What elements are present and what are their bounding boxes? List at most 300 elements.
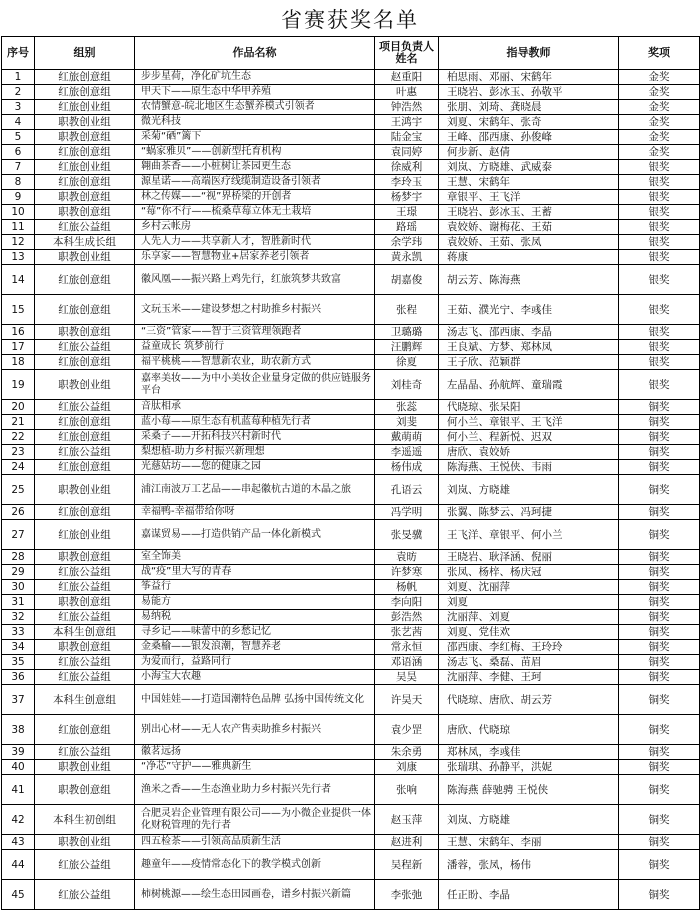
cell-award: 金奖 xyxy=(619,85,700,100)
cell-project-name: 金桑榆——银发浪潮，智慧养老 xyxy=(135,640,375,655)
cell-award: 金奖 xyxy=(619,100,700,115)
cell-index: 42 xyxy=(2,805,35,835)
cell-advisor: 任正盼、李晶 xyxy=(439,880,619,910)
cell-project-name: 甲天下——原生态中华甲养殖 xyxy=(135,85,375,100)
cell-leader: 徐威利 xyxy=(375,160,439,175)
cell-group: 红旅创业组 xyxy=(35,520,135,550)
cell-advisor: 王飞洋、章银平、何小兰 xyxy=(439,520,619,550)
table-row xyxy=(2,775,700,805)
cell-advisor: 张翼、陈梦云、冯珂捷 xyxy=(439,505,619,520)
cell-leader: 张程 xyxy=(375,295,439,325)
cell-project-name: 蓝小莓——原生态有机蓝莓种植先行者 xyxy=(135,415,375,430)
cell-advisor: 柏思雨、邓丽、宋鹤年 xyxy=(439,70,619,85)
cell-award: 铜奖 xyxy=(619,715,700,745)
cell-group: 红旅创意组 xyxy=(35,295,135,325)
cell-leader: 胡嘉俊 xyxy=(375,265,439,295)
cell-project-name: 源星诺——高端医疗线缆制造设备引领者 xyxy=(135,175,375,190)
cell-group: 职教创意组 xyxy=(35,775,135,805)
cell-index: 16 xyxy=(2,325,35,340)
cell-project-name: 嘉率美妆——为中小美妆企业量身定做的供应链服务平台 xyxy=(135,370,375,400)
cell-advisor: 潘蓉，张凤，杨伟 xyxy=(439,850,619,880)
cell-index: 29 xyxy=(2,565,35,580)
cell-leader: 赵玉萍 xyxy=(375,805,439,835)
table-row xyxy=(2,610,700,625)
table-row xyxy=(2,235,700,250)
cell-index: 17 xyxy=(2,340,35,355)
cell-group: 红旅创意组 xyxy=(35,355,135,370)
cell-leader: 张蕊 xyxy=(375,400,439,415)
cell-award: 金奖 xyxy=(619,145,700,160)
cell-advisor: 刘岚、方晓雄 xyxy=(439,475,619,505)
cell-leader: 袁少罡 xyxy=(375,715,439,745)
table-row xyxy=(2,160,700,175)
cell-index: 19 xyxy=(2,370,35,400)
table-row xyxy=(2,190,700,205)
cell-leader: 许昊天 xyxy=(375,685,439,715)
cell-project-name: 采菊“硒”篱下 xyxy=(135,130,375,145)
table-row xyxy=(2,460,700,475)
cell-award: 银奖 xyxy=(619,220,700,235)
cell-index: 9 xyxy=(2,190,35,205)
page-title: 省赛获奖名单 xyxy=(281,8,419,32)
cell-advisor: 刘夏 xyxy=(439,595,619,610)
cell-project-name: 易能方 xyxy=(135,595,375,610)
table-row xyxy=(2,595,700,610)
cell-group: 红旅创意组 xyxy=(35,145,135,160)
table-row xyxy=(2,715,700,745)
cell-index: 30 xyxy=(2,580,35,595)
cell-group: 职教创意组 xyxy=(35,595,135,610)
cell-leader: 孔语云 xyxy=(375,475,439,505)
table-row xyxy=(2,175,700,190)
cell-advisor: 王子欣、范颖群 xyxy=(439,355,619,370)
cell-index: 21 xyxy=(2,415,35,430)
cell-project-name: 乡村云帐房 xyxy=(135,220,375,235)
cell-project-name: 林之传媒——“视”界桥梁的开创者 xyxy=(135,190,375,205)
cell-index: 15 xyxy=(2,295,35,325)
cell-award: 金奖 xyxy=(619,115,700,130)
cell-group: 红旅公益组 xyxy=(35,850,135,880)
cell-project-name: 室全饰美 xyxy=(135,550,375,565)
table-row xyxy=(2,445,700,460)
cell-index: 20 xyxy=(2,400,35,415)
cell-award: 银奖 xyxy=(619,205,700,220)
cell-group: 红旅公益组 xyxy=(35,655,135,670)
cell-award: 银奖 xyxy=(619,235,700,250)
cell-leader: 邓语涵 xyxy=(375,655,439,670)
table-row xyxy=(2,100,700,115)
cell-project-name: 战“疫”里大写的青春 xyxy=(135,565,375,580)
cell-index: 7 xyxy=(2,160,35,175)
cell-leader: 陆金宝 xyxy=(375,130,439,145)
cell-leader: 卫璐璐 xyxy=(375,325,439,340)
cell-leader: 朱余勇 xyxy=(375,745,439,760)
cell-group: 职教创意组 xyxy=(35,205,135,220)
cell-project-name: 人先人力——共享新人才，智胜新时代 xyxy=(135,235,375,250)
cell-advisor: 张朋、刘琦、龚晓晨 xyxy=(439,100,619,115)
cell-advisor: 何步新、赵倩 xyxy=(439,145,619,160)
award-table xyxy=(1,36,700,910)
cell-project-name: “莓”你不行——梳桑草莓立体无土栽培 xyxy=(135,205,375,220)
cell-leader: 李玲玉 xyxy=(375,175,439,190)
cell-advisor: 刘夏、宋鹤年、张奇 xyxy=(439,115,619,130)
cell-index: 13 xyxy=(2,250,35,265)
cell-group: 红旅创意组 xyxy=(35,85,135,100)
cell-award: 铜奖 xyxy=(619,805,700,835)
cell-index: 2 xyxy=(2,85,35,100)
cell-project-name: “净芯”守护——雅典新生 xyxy=(135,760,375,775)
cell-group: 红旅创意组 xyxy=(35,430,135,445)
cell-group: 红旅公益组 xyxy=(35,880,135,910)
cell-award: 铜奖 xyxy=(619,445,700,460)
cell-project-name: 筝益行 xyxy=(135,580,375,595)
cell-advisor: 王晓岩、彭冰玉、王蓄 xyxy=(439,205,619,220)
cell-project-name: 乐享家——智慧物业+居家养老引领者 xyxy=(135,250,375,265)
cell-index: 3 xyxy=(2,100,35,115)
table-row xyxy=(2,640,700,655)
cell-award: 铜奖 xyxy=(619,565,700,580)
cell-award: 铜奖 xyxy=(619,595,700,610)
cell-index: 40 xyxy=(2,760,35,775)
cell-project-name: 合肥灵岩企业管理有限公司——为小微企业提供一体化财税管理的先行者 xyxy=(135,805,375,835)
cell-award: 银奖 xyxy=(619,355,700,370)
cell-advisor: 胡云芳、陈海燕 xyxy=(439,265,619,295)
cell-index: 5 xyxy=(2,130,35,145)
cell-award: 铜奖 xyxy=(619,670,700,685)
table-row xyxy=(2,265,700,295)
cell-advisor: 代晓琼、张呆阳 xyxy=(439,400,619,415)
cell-advisor: 袁姣娇、王茹、张凤 xyxy=(439,235,619,250)
cell-index: 10 xyxy=(2,205,35,220)
cell-leader: 汪鹏辉 xyxy=(375,340,439,355)
cell-index: 14 xyxy=(2,265,35,295)
cell-index: 43 xyxy=(2,835,35,850)
cell-index: 28 xyxy=(2,550,35,565)
cell-group: 职教创意组 xyxy=(35,640,135,655)
cell-group: 红旅公益组 xyxy=(35,580,135,595)
cell-leader: 张旻骥 xyxy=(375,520,439,550)
cell-project-name: 光慈姑坊——您的健康之园 xyxy=(135,460,375,475)
cell-group: 红旅创意组 xyxy=(35,70,135,85)
cell-leader: 李遥遥 xyxy=(375,445,439,460)
cell-leader: 王鸿宇 xyxy=(375,115,439,130)
cell-index: 37 xyxy=(2,685,35,715)
cell-project-name: 福平桃桃——智慧新农业，助农新方式 xyxy=(135,355,375,370)
cell-project-name: 微光科技 xyxy=(135,115,375,130)
cell-award: 银奖 xyxy=(619,190,700,205)
cell-leader: 刘斐 xyxy=(375,415,439,430)
cell-group: 红旅创意组 xyxy=(35,460,135,475)
cell-leader: 李张弛 xyxy=(375,880,439,910)
table-row xyxy=(2,655,700,670)
cell-advisor: 汤志飞、桑磊、苗眉 xyxy=(439,655,619,670)
cell-advisor: 王慧、宋鹤年、李丽 xyxy=(439,835,619,850)
table-row xyxy=(2,115,700,130)
cell-advisor: 王晓岩、耿泽涵、倪丽 xyxy=(439,550,619,565)
cell-award: 铜奖 xyxy=(619,880,700,910)
cell-leader: 钟浩然 xyxy=(375,100,439,115)
table-row xyxy=(2,85,700,100)
cell-award: 银奖 xyxy=(619,340,700,355)
cell-leader: 吴昊 xyxy=(375,670,439,685)
table-row xyxy=(2,805,700,835)
cell-leader: 黄永凯 xyxy=(375,250,439,265)
cell-advisor: 王良斌、方梦、郑林凤 xyxy=(439,340,619,355)
cell-group: 红旅创意组 xyxy=(35,265,135,295)
table-row xyxy=(2,430,700,445)
cell-advisor: 章银平、王飞洋 xyxy=(439,190,619,205)
cell-advisor: 沈丽萍、李健、王珂 xyxy=(439,670,619,685)
cell-advisor: 刘岚、方晓雄 xyxy=(439,805,619,835)
cell-award: 铜奖 xyxy=(619,655,700,670)
cell-leader: 杨伟成 xyxy=(375,460,439,475)
cell-index: 11 xyxy=(2,220,35,235)
table-row xyxy=(2,220,700,235)
cell-group: 职教创业组 xyxy=(35,760,135,775)
cell-project-name: 浦江南波万工艺品——串起徽杭古道的木晶之旅 xyxy=(135,475,375,505)
cell-advisor: 邵西康、李红梅、王玲玲 xyxy=(439,640,619,655)
table-row xyxy=(2,880,700,910)
table-row xyxy=(2,685,700,715)
cell-award: 金奖 xyxy=(619,130,700,145)
cell-award: 铜奖 xyxy=(619,415,700,430)
table-row xyxy=(2,850,700,880)
cell-group: 职教创业组 xyxy=(35,115,135,130)
cell-group: 红旅创意组 xyxy=(35,175,135,190)
cell-group: 职教创意组 xyxy=(35,325,135,340)
cell-index: 31 xyxy=(2,595,35,610)
cell-award: 银奖 xyxy=(619,160,700,175)
cell-group: 红旅创业组 xyxy=(35,160,135,175)
cell-index: 33 xyxy=(2,625,35,640)
table-row xyxy=(2,520,700,550)
header-advisor: 指导教师 xyxy=(439,37,619,70)
cell-advisor: 袁姣娇、谢梅花、王茹 xyxy=(439,220,619,235)
cell-advisor: 唐欣、袁姣娇 xyxy=(439,445,619,460)
cell-award: 铜奖 xyxy=(619,400,700,415)
table-row xyxy=(2,370,700,400)
table-row xyxy=(2,400,700,415)
table-row xyxy=(2,505,700,520)
cell-award: 银奖 xyxy=(619,265,700,295)
cell-index: 25 xyxy=(2,475,35,505)
table-row xyxy=(2,145,700,160)
cell-group: 红旅公益组 xyxy=(35,220,135,235)
cell-group: 职教创意组 xyxy=(35,130,135,145)
cell-project-name: 步步星荷，净化矿坑生态 xyxy=(135,70,375,85)
header-group: 组别 xyxy=(35,37,135,70)
cell-award: 铜奖 xyxy=(619,775,700,805)
cell-leader: 叶惠 xyxy=(375,85,439,100)
cell-project-name: 中国娃娃——打造国潮特色品牌 弘扬中国传统文化 xyxy=(135,685,375,715)
cell-group: 职教创意组 xyxy=(35,190,135,205)
header-project-name: 作品名称 xyxy=(135,37,375,70)
cell-advisor: 郑林凤，李彧佳 xyxy=(439,745,619,760)
cell-advisor: 蒋康 xyxy=(439,250,619,265)
cell-award: 铜奖 xyxy=(619,505,700,520)
cell-project-name: 徽茗远扬 xyxy=(135,745,375,760)
cell-project-name: 文玩玉米——建设梦想之村助推乡村振兴 xyxy=(135,295,375,325)
cell-index: 32 xyxy=(2,610,35,625)
cell-group: 本科生创意组 xyxy=(35,685,135,715)
cell-project-name: 寻乡记——味蕾中的乡愁记忆 xyxy=(135,625,375,640)
cell-index: 38 xyxy=(2,715,35,745)
cell-advisor: 王茹、濮光宁、李彧佳 xyxy=(439,295,619,325)
cell-group: 本科生初创组 xyxy=(35,805,135,835)
cell-index: 23 xyxy=(2,445,35,460)
cell-leader: 常永恒 xyxy=(375,640,439,655)
cell-advisor: 何小兰、章银平、王飞洋 xyxy=(439,415,619,430)
cell-index: 24 xyxy=(2,460,35,475)
cell-project-name: “三资”管家——智于三资管理领跑者 xyxy=(135,325,375,340)
table-row xyxy=(2,250,700,265)
cell-advisor: 汤志飞、邵西康、李晶 xyxy=(439,325,619,340)
cell-award: 金奖 xyxy=(619,70,700,85)
cell-index: 12 xyxy=(2,235,35,250)
cell-leader: 冯学明 xyxy=(375,505,439,520)
cell-index: 36 xyxy=(2,670,35,685)
cell-index: 44 xyxy=(2,850,35,880)
cell-index: 45 xyxy=(2,880,35,910)
cell-award: 铜奖 xyxy=(619,850,700,880)
cell-index: 27 xyxy=(2,520,35,550)
cell-award: 铜奖 xyxy=(619,685,700,715)
cell-leader: 吴程新 xyxy=(375,850,439,880)
header-award: 奖项 xyxy=(619,37,700,70)
cell-award: 铜奖 xyxy=(619,760,700,775)
table-row xyxy=(2,415,700,430)
table-row xyxy=(2,565,700,580)
cell-leader: 赵重阳 xyxy=(375,70,439,85)
cell-award: 铜奖 xyxy=(619,835,700,850)
cell-group: 红旅公益组 xyxy=(35,400,135,415)
cell-award: 铜奖 xyxy=(619,640,700,655)
cell-advisor: 陈海燕 薛驰骋 王悦侠 xyxy=(439,775,619,805)
cell-advisor: 王峰、邵西康、孙俊峰 xyxy=(439,130,619,145)
cell-advisor: 唐欣、代晓琼 xyxy=(439,715,619,745)
cell-leader: 余学玮 xyxy=(375,235,439,250)
cell-leader: 彭浩然 xyxy=(375,610,439,625)
cell-leader: 李向阳 xyxy=(375,595,439,610)
cell-group: 红旅创意组 xyxy=(35,415,135,430)
cell-index: 34 xyxy=(2,640,35,655)
cell-group: 职教创业组 xyxy=(35,475,135,505)
table-row xyxy=(2,625,700,640)
cell-leader: 张艺茜 xyxy=(375,625,439,640)
cell-index: 4 xyxy=(2,115,35,130)
cell-group: 红旅公益组 xyxy=(35,445,135,460)
table-row xyxy=(2,475,700,505)
cell-award: 铜奖 xyxy=(619,460,700,475)
table-row xyxy=(2,760,700,775)
header-leader: 项目负责人姓名 xyxy=(375,37,439,70)
cell-leader: 路瑶 xyxy=(375,220,439,235)
cell-advisor: 刘岚、方晓雄、武威泰 xyxy=(439,160,619,175)
cell-index: 22 xyxy=(2,430,35,445)
cell-group: 红旅公益组 xyxy=(35,670,135,685)
cell-project-name: 嘉谋贸易——打造供销产品一体化新模式 xyxy=(135,520,375,550)
table-row xyxy=(2,745,700,760)
cell-index: 8 xyxy=(2,175,35,190)
cell-group: 红旅公益组 xyxy=(35,610,135,625)
cell-group: 红旅创业组 xyxy=(35,100,135,115)
cell-group: 本科生创意组 xyxy=(35,625,135,640)
cell-leader: 徐夏 xyxy=(375,355,439,370)
cell-project-name: 四五检茶——引领高品质新生活 xyxy=(135,835,375,850)
cell-advisor: 代晓琼、唐欣、胡云芳 xyxy=(439,685,619,715)
cell-project-name: 为爱而行，益路同行 xyxy=(135,655,375,670)
cell-award: 铜奖 xyxy=(619,430,700,445)
cell-project-name: “蜗家雅贝”——创新型托育机构 xyxy=(135,145,375,160)
cell-award: 银奖 xyxy=(619,370,700,400)
cell-group: 职教创业组 xyxy=(35,370,135,400)
table-row xyxy=(2,580,700,595)
cell-advisor: 王晓岩、彭冰玉、孙敬平 xyxy=(439,85,619,100)
cell-project-name: 益童成长 筑梦前行 xyxy=(135,340,375,355)
cell-index: 26 xyxy=(2,505,35,520)
cell-leader: 王璟 xyxy=(375,205,439,220)
cell-award: 铜奖 xyxy=(619,550,700,565)
cell-group: 本科生成长组 xyxy=(35,235,135,250)
cell-advisor: 陈海燕、王悦侠、韦雨 xyxy=(439,460,619,475)
header-index: 序号 xyxy=(2,37,35,70)
cell-group: 红旅公益组 xyxy=(35,565,135,580)
cell-advisor: 沈丽萍、刘夏 xyxy=(439,610,619,625)
cell-advisor: 左晶晶、孙航辉、童瑞霞 xyxy=(439,370,619,400)
cell-advisor: 何小兰、程新悦、迟双 xyxy=(439,430,619,445)
table-body xyxy=(2,70,700,910)
cell-award: 铜奖 xyxy=(619,475,700,505)
cell-group: 职教创意组 xyxy=(35,550,135,565)
cell-advisor: 张瑞琪、孙静平，洪妮 xyxy=(439,760,619,775)
cell-project-name: 徽风凰——振兴路上鸡先行，红旅筑梦共致富 xyxy=(135,265,375,295)
cell-index: 18 xyxy=(2,355,35,370)
table-row xyxy=(2,325,700,340)
cell-group: 红旅公益组 xyxy=(35,745,135,760)
table-row xyxy=(2,130,700,145)
cell-leader: 赵进利 xyxy=(375,835,439,850)
cell-index: 6 xyxy=(2,145,35,160)
cell-group: 红旅创意组 xyxy=(35,505,135,520)
cell-project-name: 采桑子——开拓科技兴村新时代 xyxy=(135,430,375,445)
cell-award: 铜奖 xyxy=(619,610,700,625)
cell-leader: 许梦寒 xyxy=(375,565,439,580)
cell-leader: 袁同婷 xyxy=(375,145,439,160)
table-row xyxy=(2,550,700,565)
table-row xyxy=(2,670,700,685)
cell-leader: 刘康 xyxy=(375,760,439,775)
cell-award: 铜奖 xyxy=(619,625,700,640)
table-row xyxy=(2,295,700,325)
table-row xyxy=(2,340,700,355)
cell-group: 职教创业组 xyxy=(35,250,135,265)
cell-group: 红旅公益组 xyxy=(35,340,135,355)
cell-leader: 张响 xyxy=(375,775,439,805)
cell-award: 银奖 xyxy=(619,325,700,340)
cell-project-name: 别出心材——无人农产售卖助推乡村振兴 xyxy=(135,715,375,745)
cell-award: 银奖 xyxy=(619,175,700,190)
cell-award: 银奖 xyxy=(619,250,700,265)
cell-project-name: 小海宝大农趣 xyxy=(135,670,375,685)
cell-leader: 戴萌萌 xyxy=(375,430,439,445)
cell-project-name: 音肽相承 xyxy=(135,400,375,415)
cell-index: 35 xyxy=(2,655,35,670)
cell-leader: 刘桂奇 xyxy=(375,370,439,400)
table-row xyxy=(2,205,700,220)
table-row xyxy=(2,355,700,370)
cell-group: 职教创业组 xyxy=(35,835,135,850)
cell-project-name: 柿树桃源——绘生态田园画卷，谱乡村振兴新篇 xyxy=(135,880,375,910)
